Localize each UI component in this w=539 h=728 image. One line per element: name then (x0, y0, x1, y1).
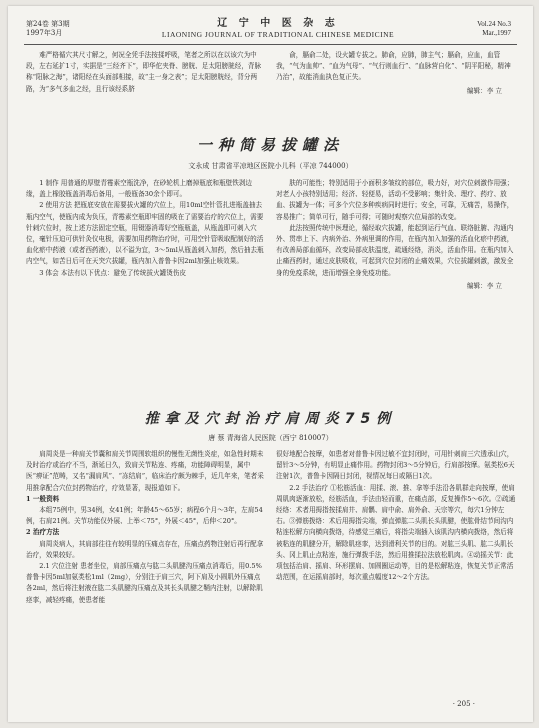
volume-en: Vol.24 No.3 (477, 20, 511, 28)
paragraph: 肩周炎病人，其肩部往往有较明显的压痛点存在，压痛点药物注射后再行配拿治疗，效果较好。 (26, 539, 264, 559)
page-number: · 205 · (452, 700, 475, 708)
paragraph: 1 制作 用普通的厚壁青霉素空瓶洗净，在砂轮机上磨掉瓶底和瓶壁铁剥边缘，盖上橡胶瓶盖消毒后备用，一般瓶备30余个即可。 (26, 179, 252, 199)
section-heading: 1 一般资料 (26, 494, 60, 503)
volume-cn: 第24卷 第3期 (26, 20, 70, 28)
paragraph: 此法按照传统中医理论，循经取穴拔罐，能起到运行气血、联络脏腑、沟通内外、贯串上下、内病外治、外病里调的作用，在瓶内加入加强的活血化瘀中药液，有改善局部血循环，改变局部皮肤温度，疏通经络，消炎，活血作用。在瓶内加入止痛西药时，通过皮肤吸收，可起到穴位封闭的止痛效果，穴位拔罐刺激，激发全身的免疫系统，进而增强全身免疫功能。 (276, 223, 514, 277)
paragraph: 俞，膈俞二处，设火罐专拔之。肺俞，应肺，肺主气；膈俞，应血，血管我，“气为血帅”、“血为气母”、“气行则血行”、“血脉营自化”、“阴平阳秘，精神乃治”，故能消血执色复正失。 (276, 51, 511, 82)
article-author: 文永成 甘肃省平凉地区医院小儿科（平凉 744000） (188, 162, 353, 170)
article-title: 推拿及穴封治疗肩周炎75例 (144, 411, 397, 427)
editor-signature: 编辑：李 立 (466, 86, 502, 95)
article-title: 一种简易拔罐法 (196, 136, 344, 154)
journal-page (8, 6, 533, 722)
date-en: Mar.,1997 (482, 29, 511, 37)
journal-title-en: LIAONING JOURNAL OF TRADITIONAL CHINESE MEDICINE (161, 30, 395, 39)
article1-left-col (26, 178, 264, 279)
prev-article-left-col (26, 50, 264, 95)
paragraph: 肤的可能性；特别适用于小面积多皱纹的部位，吸力好，对穴位刺激作用强；对老人小孩特别适用；经济、轻便易，活动不受影响；集针灸、理疗、药疗、放血、拔罐为一体；可多个穴位多种疾病同时进行；安全，可靠，无痛苦，易操作，容易推广；简单可行，随手可得；可随时观察穴位局部的改变。 (276, 179, 514, 221)
article1-right-col (276, 178, 516, 292)
header-issue-en (477, 20, 511, 38)
section-heading: 2 治疗方法 (26, 528, 60, 537)
paragraph: 2.2 手法治疗 ①松筋活血：用揉、滚、推、拿等手法沿各肌群走向按摩，使肩周肌肉逐渐放松，经筋活血，手法由轻而重，在痛点部，反复操作5～6次。②疏通经络：术者用拇指按揉肩井、肩髃、肩中俞、肩外俞、天宗等穴，每穴1分钟左右。③弹筋拨络：术后用拇指尖端，弹直弹肱二头肌长头肌腱，使肱骨结节间沟内粘连松解方向横向拨络，待感觉三痛后，将指尖端插入该肌沟内横向拨络，然后将被粘连的肌腱分开，解除肌痉挛，达到滑利关节的目的。对肱三头肌、肱二头肌长头、冈上肌止点粘连，施行弹拨手法，然后用推揉拉法放松肌肉。④动摇关节：此项包括治肩、摇肩、环形摆肩、加圆圈运动等，目的是松解粘连，恢复关节正常活动范围，在运摇肩部时，每次重点幅度12～2个方法。 (276, 483, 516, 582)
editor-signature: 编辑：李 立 (466, 281, 502, 290)
paragraph: 2 使用方法 把瓶底安放在需要拔火罐的穴位上，用10ml空针管扎进瓶盖抽去瓶内空气，使瓶内成为负压，青霉素空瓶即牢固的吸在了需要治疗的穴位上，需要针刺穴位时，按上述方法固定空瓶，用镊器消毒好空瓶瓶盖，从瓶盖即可刺入穴位，毫针压迫可供针灸仪电极，需要加用药物治疗时，可用空针管吸取配制好的活血化瘀中药液（或者西药液），以不溢为宜，3～5ml从瓶盖刺入加药，然后抽去瓶内空气，如苦日后可在天突穴拔罐，瓶内加入普鲁卡因2ml加强止咳效果。 (26, 201, 264, 266)
paragraph: 肩周炎是一种肩关节囊和肩关节周围软组织的慢性无菌性炎症，如急性时期未及时治疗或治疗不当，渐延日久，致肩关节粘连、疼痛，功能障碍明显，属中医“痹证”范畴，又名“漏肩风”、“冻结肩”，临床治疗颇为棘手，近几年来，笔者采用推拿配合穴位封药物治疗，疗效显著，现报道如下。 (26, 450, 264, 492)
article2-right-col (276, 449, 516, 583)
paragraph: 2.1 穴位注射 患者坐位，肩部压痛点与肱二头肌腱沟压痛点消毒后，用0.5%普鲁卡因5ml加氨类松1ml（2mg），分别注于肩三穴，阿下肩及小圆肌外压痛点各2ml，然后将注射液在肱二头肌腱沟压痛点及其长头肌腱之鞘内注射，以解除肌痉挛，减轻疼痛，使患者能 (26, 562, 263, 604)
article-author: 唐 蔡 青海省人民医院（西宁 810007） (208, 434, 333, 442)
header-rule (24, 44, 517, 45)
paragraph: 本组75例中，男34例，女41例；年龄45～65岁；病程6个月～3年，左肩54例，右肩21例。关节功能仅外展、上举＜75°，外展＜45°，后伸＜20°。 (26, 506, 263, 526)
header-journal (128, 18, 428, 40)
date-cn: 1997年3月 (26, 29, 63, 37)
prev-article-right-col (276, 50, 516, 97)
paragraph: 难严格循穴其尺寸解之，何况全凭手法按揉呼吸，笔者之所以在以该穴为中段，左右延扩1寸，实据是“三经齐下”，即华佗夹脊、膀胱、足太阳膀胱经，背脉称“阳脉之海”，诸阳经在头面部相接，故“主一身之表”；足太阳膀胱经，背分两路，为“多气多血之经，且行该经系脐 (26, 51, 262, 93)
paragraph: 很好地配合按摩，如患者对普鲁卡因过敏不宜封闭时，可用针刺肩三穴透承山穴，留针3～5分钟，有明显止痛作用。药物封闭3～5分钟后，行肩部按摩。氨类松6天注射1次，普鲁卡因隔日封闭，视情况每日或隔日1次。 (276, 450, 515, 481)
article2-left-col (26, 449, 264, 606)
journal-title-cn: 辽 宁 中 医 杂 志 (217, 18, 339, 29)
header-issue-cn (26, 20, 70, 38)
paragraph: 3 体会 本法有以下优点：避免了传统拔火罐烫伤皮 (39, 268, 187, 277)
